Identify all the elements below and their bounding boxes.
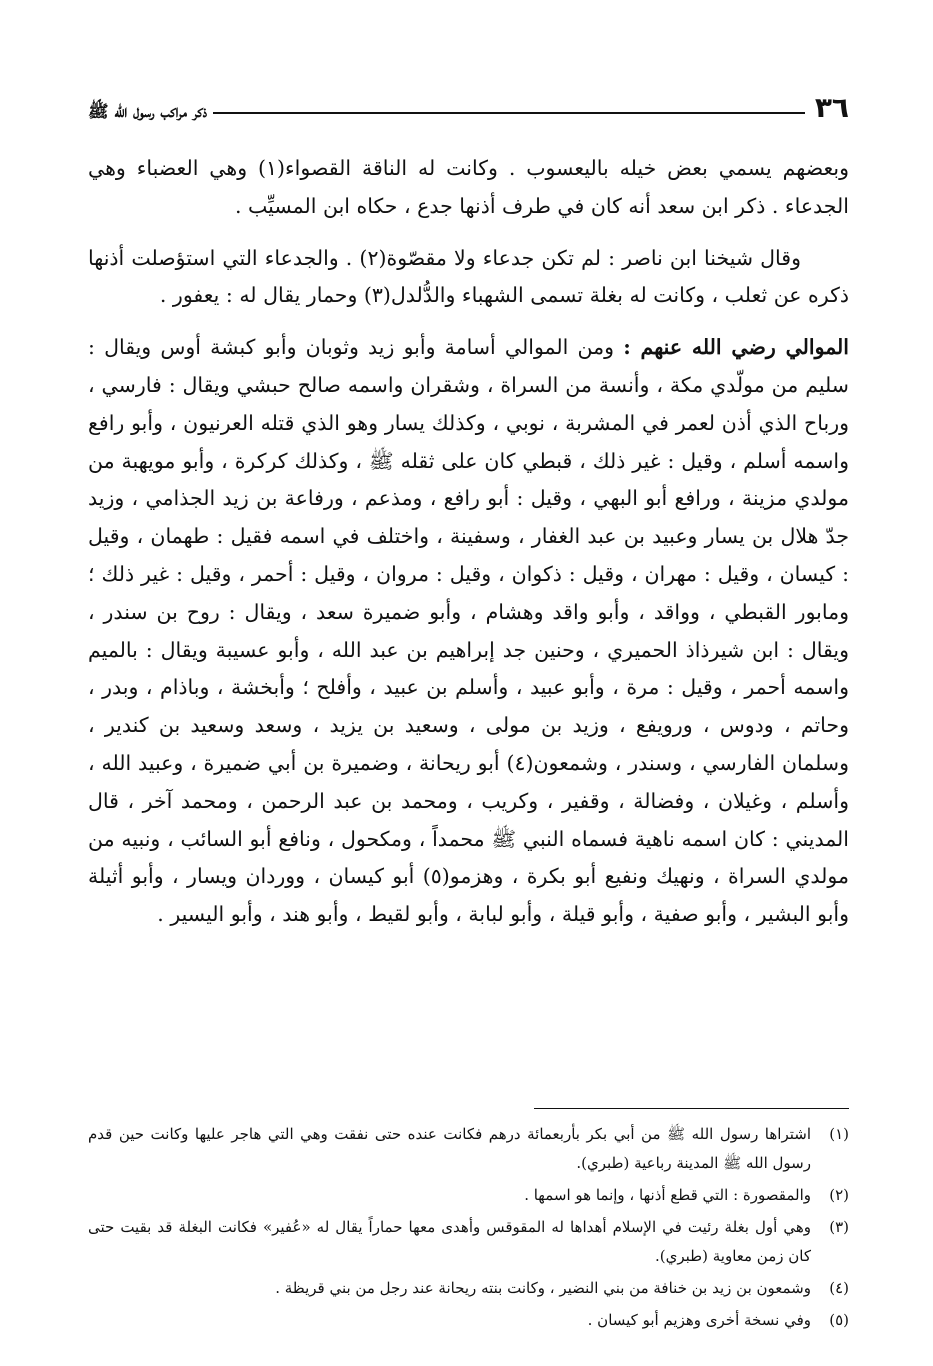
- paragraph-1: [88, 150, 849, 226]
- paragraph-1-text: وبعضهم يسمي بعض خيله باليعسوب . وكانت له الناقة القصواء(١) وهي العضباء وهي الجدعاء . ذكر ابن سعد أنه كان في طرف أذنها جدع ، حكاه ابن المسيِّب .: [88, 156, 849, 218]
- footnote-2: [88, 1181, 849, 1210]
- footnote-number: (٥): [829, 1311, 849, 1329]
- footnote-text: وشمعون بن زيد بن خنافة من بني النضير ، وكانت بنته ريحانة عند رجل من بني قريظة .: [275, 1279, 811, 1297]
- footnote-text: والمقصورة : التي قطع أذنها ، وإنما هو اسمها .: [524, 1186, 811, 1204]
- paragraph-2: [88, 240, 849, 316]
- header-rule: [213, 112, 805, 114]
- footnote-5: [88, 1306, 849, 1335]
- paragraph-3: [88, 329, 849, 934]
- footnote-number: (٣): [829, 1218, 849, 1236]
- footnote-number: (٢): [829, 1186, 849, 1204]
- section-heading-mawali: الموالي رضي الله عنهم :: [623, 335, 849, 360]
- footnote-3: [88, 1213, 849, 1271]
- page-number: ٣٦: [814, 91, 849, 124]
- footnote-4: [88, 1274, 849, 1303]
- paragraph-2-text: وقال شيخنا ابن ناصر : لم تكن جدعاء ولا مقصّوة(٢) . والجدعاء التي استؤصلت أذنها ذكره عن ثعلب ، وكانت له بغلة تسمى الشهباء والدُّلدل(٣) وحمار يقال له : يعفور .: [88, 245, 849, 308]
- footnote-text: اشتراها رسول الله ﷺ من أبي بكر بأربعمائة درهم فكانت عنده حتى نفقت وهي التي هاجر عليها وكانت حين قدم رسول الله ﷺ المدينة رباعية (طبري).: [88, 1125, 811, 1172]
- page-header: [88, 84, 849, 124]
- footnotes: [88, 1120, 849, 1338]
- footnote-number: (٤): [829, 1279, 849, 1297]
- footnote-number: (١): [829, 1125, 849, 1143]
- footnote-text: وفي نسخة أخرى وهزيم أبو كيسان .: [587, 1311, 811, 1329]
- footnote-text: وهي أول بغلة رئيت في الإسلام أهداها له المقوقس وأهدى معها حماراً يقال له «عُفير» فكانت البغلة قد بقيت حتى كان زمن معاوية (طبري).: [88, 1218, 811, 1265]
- footnote-separator: [534, 1108, 849, 1109]
- footnote-1: [88, 1120, 849, 1178]
- running-title: ذكر مراكب رسول الله ﷺ: [88, 102, 208, 122]
- main-text: [88, 150, 849, 948]
- paragraph-3-text: ومن الموالي أسامة وأبو زيد وثوبان وأبو كبشة أوس ويقال : سليم من مولّدي مكة ، وأنسة من السراة ، وشقران واسمه صالح حبشي ويقال : فارسي ، ورباح الذي أذن لعمر في المشربة ، نوبي ، وكذلك يسار وهو الذي قتله العرنيون ، وأبو رافع واسمه أسلم ، وقيل : غير ذلك ، قبطي كان على ثقله ﷺ ، وكذلك كركرة ، وأبو مويهبة من مولدي مزينة ، ورافع أبو البهي ، وقيل : أبو رافع ، ومذعم ، ورفاعة بن زيد الجذامي ، وزيد جدّ هلال بن يسار وعبيد بن عبد الغفار ، وسفينة ، واختلف في اسمه فقيل : طهمان ، وقيل : كيسان ، وقيل : مهران ، وقيل : ذكوان ، وقيل : مروان ، وقيل : أحمر ، وقيل : غير ذلك ؛ ومابور القبطي ، وواقد ، وأبو واقد وهشام ، وأبو ضميرة سعد ، ويقال : روح بن سندر ، ويقال : ابن شيرذاذ الحميري ، وحنين جد إبراهيم بن عبد الله ، وأبو عسيبة ويقال : بالميم واسمه أحمر ، وقيل : مرة ، وأبو عبيد ، وأسلم بن عبيد ، وأفلح ؛ وأبخشة ، وباذام ، وبدر ، وحاتم ، ودوس ، ورويفع ، وزيد بن مولى ، وسعيد بن يزيد ، وسعد وسعيد بن كندير ، وسلمان الفارسي ، وسندر ، وشمعون(٤) أبو ريحانة ، وضميرة بن أبي ضميرة ، وعبيد الله ، وأسلم ، وغيلان ، وفضالة ، وقفير ، وكريب ، ومحمد بن عبد الرحمن ، ومحمد آخر ، قال المديني : كان اسمه ناهية فسماه النبي ﷺ محمداً ، ومكحول ، ونافع أبو السائب ، ونبيه من مولدي السراة ، ونهيك ونفيع أبو بكرة ، وهزمو(٥) أبو كيسان ، ووردان ويسار ، وأبو أثيلة وأبو البشير ، وأبو صفية ، وأبو قيلة ، وأبو لبابة ، وأبو لقيط ، وأبو هند ، وأبو اليسير .: [88, 335, 849, 927]
